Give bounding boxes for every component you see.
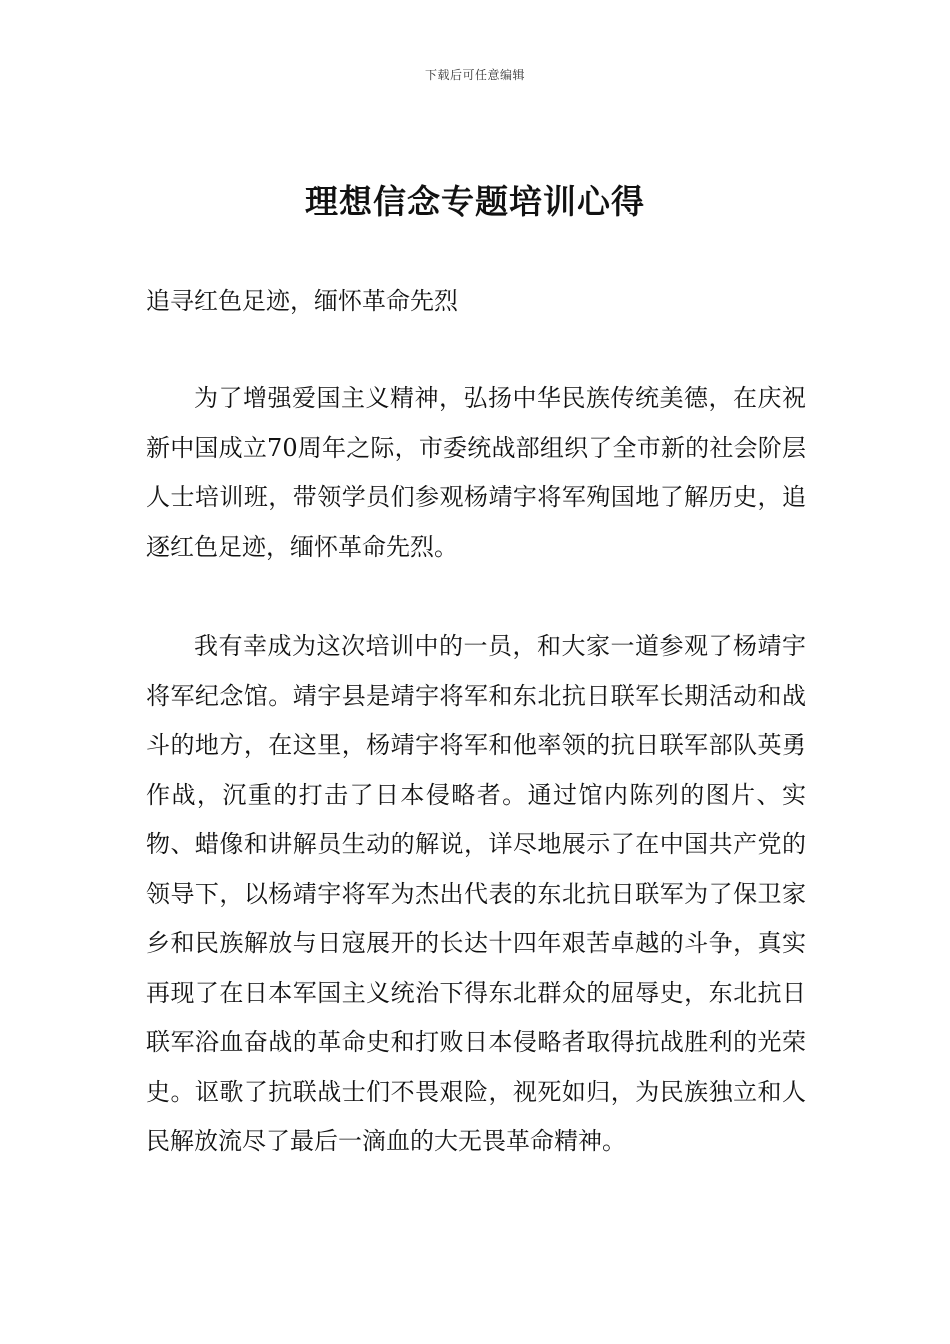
document-title: 理想信念专题培训心得 [305,182,645,221]
body-paragraph-1: 为了增强爱国主义精神，弘扬中华民族传统美德，在庆祝新中国成立70周年之际，市委统战部组织了全市新的社会阶层人士培训班，带领学员们参观杨靖宇将军殉国地了解历史，追逐红色足迹，缅怀革命先烈。 [146,384,806,561]
body-paragraph-2: 我有幸成为这次培训中的一员，和大家一道参观了杨靖宇将军纪念馆。靖宇县是靖宇将军和东北抗日联军长期活动和战斗的地方，在这里，杨靖宇将军和他率领的抗日联军部队英勇作战，沉重的打击了日本侵略者。通过馆内陈列的图片、实物、蜡像和讲解员生动的解说，详尽地展示了在中国共产党的领导下，以杨靖宇将军为杰出代表的东北抗日联军为了保卫家乡和民族解放与日寇展开的长达十四年艰苦卓越的斗争，真实再现了在日本军国主义统治下得东北群众的屈辱史，东北抗日联军浴血奋战的革命史和打败日本侵略者取得抗战胜利的光荣史。讴歌了抗联战士们不畏艰险，视死如归，为民族独立和人民解放流尽了最后一滴血的大无畏革命精神。 [146,632,806,1155]
header-note: 下载后可任意编辑 [424,68,525,82]
document-subtitle: 追寻红色足迹，缅怀革命先烈 [146,287,458,315]
